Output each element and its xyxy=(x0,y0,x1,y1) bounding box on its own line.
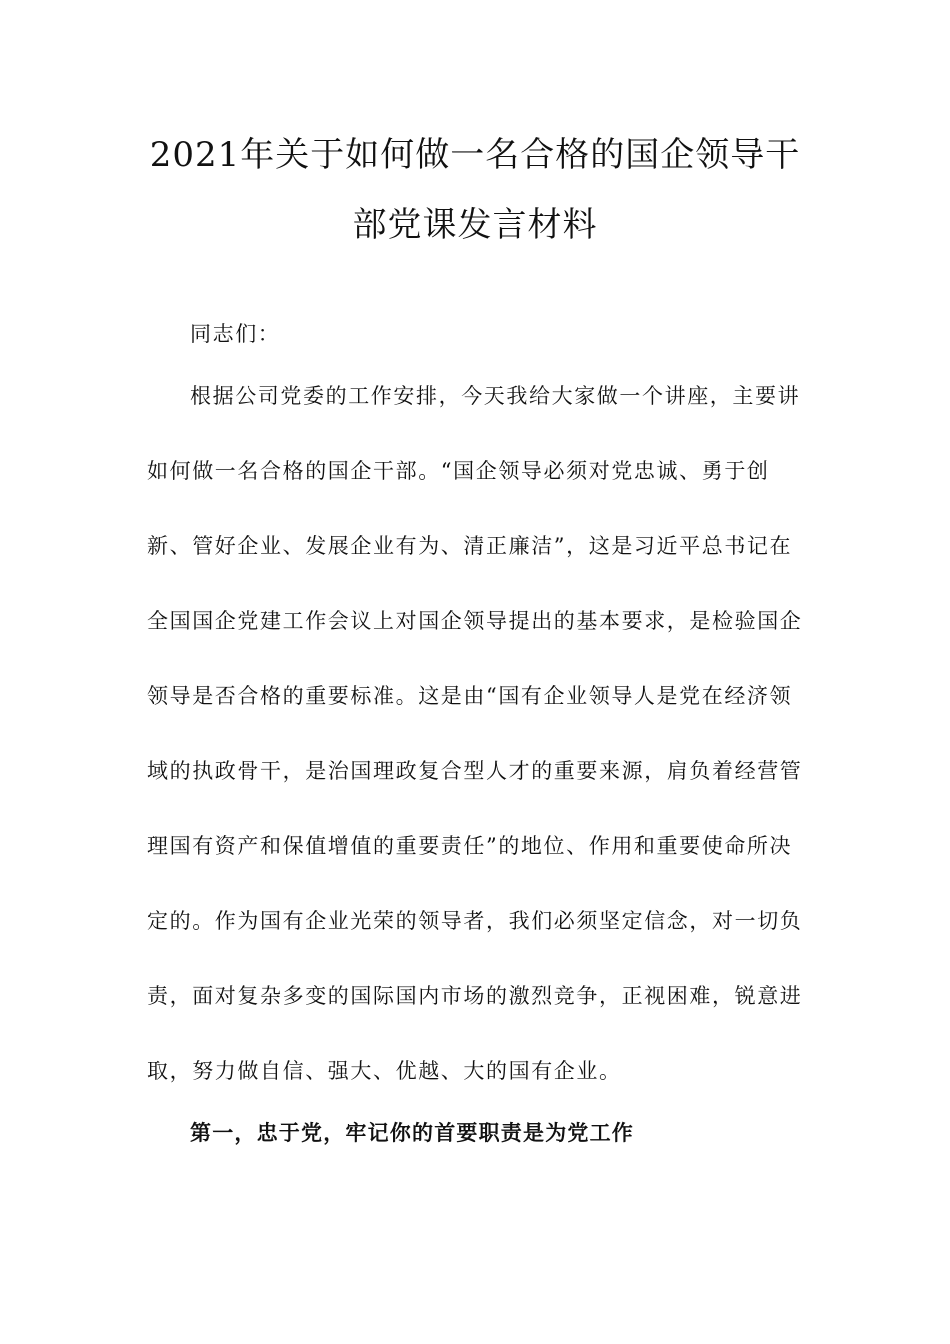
paragraph-line: 责，面对复杂多变的国际国内市场的激烈竞争，正视困难，锐意进 xyxy=(147,984,803,1008)
paragraph-line: 新、管好企业、发展企业有为、清正廉洁”，这是习近平总书记在 xyxy=(147,534,793,558)
paragraph-line: 定的。作为国有企业光荣的领导者，我们必须坚定信念，对一切负 xyxy=(147,909,803,933)
paragraph-line: 全国国企党建工作会议上对国企领导提出的基本要求，是检验国企 xyxy=(147,609,803,633)
paragraph-line: 取，努力做自信、强大、优越、大的国有企业。 xyxy=(147,1059,622,1083)
paragraph-line: 领导是否合格的重要标准。这是由“国有企业领导人是党在经济领 xyxy=(147,684,793,708)
paragraph-line: 根据公司党委的工作安排，今天我给大家做一个讲座，主要讲 xyxy=(190,384,801,408)
paragraph-line: 域的执政骨干，是治国理政复合型人才的重要来源，肩负着经营管 xyxy=(147,759,803,783)
section-heading: 第一，忠于党，牢记你的首要职责是为党工作 xyxy=(190,1120,634,1145)
document-title-line-1: 2021年关于如何做一名合格的国企领导干 xyxy=(149,135,801,175)
paragraph-line: 理国有资产和保值增值的重要责任”的地位、作用和重要使命所决 xyxy=(147,834,793,858)
salutation: 同志们： xyxy=(190,322,281,346)
paragraph-line: 如何做一名合格的国企干部。“国企领导必须对党忠诚、勇于创 xyxy=(147,459,770,483)
document-title-line-2: 部党课发言材料 xyxy=(352,205,598,245)
